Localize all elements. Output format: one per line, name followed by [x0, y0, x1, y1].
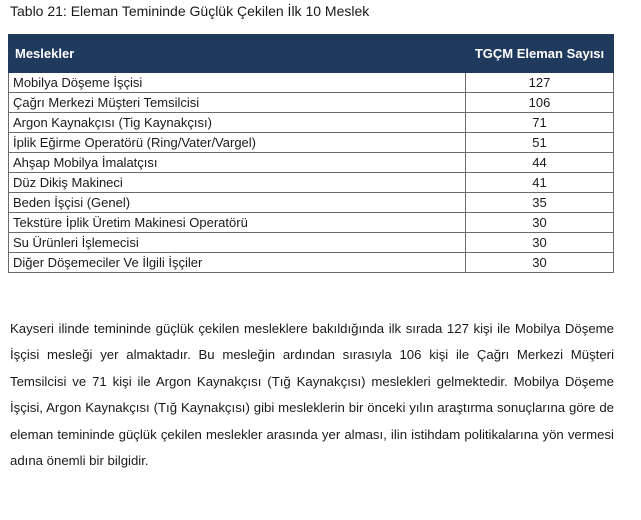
occupation-count: 30 [466, 253, 614, 273]
occupation-name: Mobilya Döşeme İşçisi [9, 73, 466, 93]
occupation-count: 30 [466, 233, 614, 253]
occupation-count: 44 [466, 153, 614, 173]
occupation-count: 30 [466, 213, 614, 233]
occupation-name: Su Ürünleri İşlemecisi [9, 233, 466, 253]
table-caption: Tablo 21: Eleman Temininde Güçlük Çekilen İlk 10 Meslek [10, 3, 370, 19]
table-row [9, 193, 614, 213]
occupation-table [8, 34, 614, 273]
table-row [9, 253, 614, 273]
table-header-row [9, 35, 614, 73]
column-header-count: TGÇM Eleman Sayısı [466, 35, 614, 73]
occupation-count: 71 [466, 113, 614, 133]
occupation-count: 35 [466, 193, 614, 213]
table-row [9, 113, 614, 133]
occupation-name: Argon Kaynakçısı (Tig Kaynakçısı) [9, 113, 466, 133]
table-row [9, 73, 614, 93]
table-row [9, 133, 614, 153]
occupation-name: Çağrı Merkezi Müşteri Temsilcisi [9, 93, 466, 113]
table-row [9, 213, 614, 233]
occupation-name: Tekstüre İplik Üretim Makinesi Operatörü [9, 213, 466, 233]
column-header-occupations: Meslekler [9, 35, 466, 73]
occupation-count: 127 [466, 73, 614, 93]
body-paragraph: Kayseri ilinde temininde güçlük çekilen mesleklere bakıldığında ilk sırada 127 kişi ile Mobilya Döşeme İşçisi mesleği yer almaktadır. Bu mesleğin ardından sırasıyla 106 kişi ile Çağrı Merkezi Müşteri Temsilcisi ve 71 kişi ile Argon Kaynakçısı (Tığ Kaynakçısı) meslekleri gelmektedir. Mobilya Döşeme İşçisi, Argon Kaynakçısı (Tığ Kaynakçısı) gibi mesleklerin bir önceki yılın araştırma sonuçlarına göre de eleman temininde güçlük çekilen meslekler arasında yer alması, ilin istihdam politikalarına yön vermesi adına önemli bir bilgidir. [10, 321, 614, 469]
table-row [9, 153, 614, 173]
occupation-name: Düz Dikiş Makineci [9, 173, 466, 193]
table-row [9, 233, 614, 253]
occupation-count: 106 [466, 93, 614, 113]
occupation-name: İplik Eğirme Operatörü (Ring/Vater/Vargel) [9, 133, 466, 153]
occupation-count: 41 [466, 173, 614, 193]
table-row [9, 93, 614, 113]
occupation-name: Diğer Döşemeciler Ve İlgili İşçiler [9, 253, 466, 273]
occupation-name: Ahşap Mobilya İmalatçısı [9, 153, 466, 173]
occupation-name: Beden İşçisi (Genel) [9, 193, 466, 213]
occupation-count: 51 [466, 133, 614, 153]
table-row [9, 173, 614, 193]
